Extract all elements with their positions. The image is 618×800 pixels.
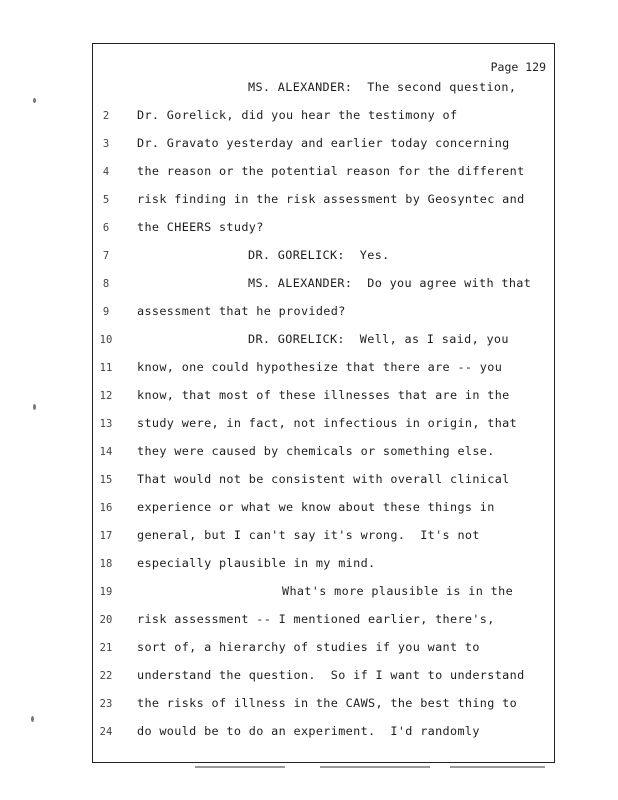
transcript-line [0,136,618,164]
line-text: What's more plausible is in the [282,584,514,598]
transcript-line [0,724,618,752]
line-text: do would be to do an experiment. I'd randomly [137,724,480,738]
line-text: DR. GORELICK: Yes. [248,248,390,262]
line-number: 12 [99,390,113,402]
transcript-line [0,416,618,444]
line-number: 8 [102,278,110,290]
transcript-line [0,108,618,136]
line-text: Dr. Gravato yesterday and earlier today concerning [137,136,510,150]
transcript-line [0,332,618,360]
line-number: 3 [102,138,110,150]
line-number: 18 [99,558,113,570]
transcript-line [0,276,618,304]
line-number: 10 [99,334,113,346]
scan-footer-mark [320,766,430,768]
line-text: especially plausible in my mind. [137,556,376,570]
line-text: general, but I can't say it's wrong. It's not [137,528,480,542]
line-text: experience or what we know about these things in [137,500,495,514]
transcript-line [0,528,618,556]
scan-speck [33,98,36,103]
line-number: 2 [102,110,110,122]
transcript-line [0,360,618,388]
transcript-line [0,696,618,724]
scan-footer-mark [450,766,545,768]
line-text: Dr. Gorelick, did you hear the testimony of [137,108,458,122]
transcript-line [0,164,618,192]
line-number: 23 [99,698,113,710]
line-number: 11 [99,362,113,374]
line-text: the risks of illness in the CAWS, the best thing to [137,696,518,710]
line-number: 24 [99,726,113,738]
transcript-line [0,388,618,416]
line-text: risk assessment -- I mentioned earlier, there's, [137,612,495,626]
line-number: 19 [99,586,113,598]
page-number: Page 129 [490,60,546,74]
line-number: 6 [102,222,110,234]
line-number: 4 [102,166,110,178]
line-text: know, one could hypothesize that there are -- you [137,360,503,374]
line-number: 21 [99,642,113,654]
transcript-line [0,640,618,668]
scan-speck [33,404,36,410]
transcript-line [0,220,618,248]
line-text: the reason or the potential reason for the different [137,164,525,178]
line-text: study were, in fact, not infectious in origin, that [137,416,518,430]
scan-speck [31,716,34,722]
line-number: 22 [99,670,113,682]
line-text: MS. ALEXANDER: Do you agree with that [248,276,532,290]
line-text: know, that most of these illnesses that are in the [137,388,510,402]
transcript-line [0,472,618,500]
line-text: the CHEERS study? [137,220,264,234]
line-text: assessment that he provided? [137,304,346,318]
transcript-line [0,444,618,472]
line-text: understand the question. So if I want to understand [137,668,525,682]
transcript-line [0,192,618,220]
line-text: sort of, a hierarchy of studies if you want to [137,640,480,654]
line-text: risk finding in the risk assessment by Geosyntec and [137,192,525,206]
transcript-line [0,556,618,584]
line-number: 17 [99,530,113,542]
transcript-line [0,668,618,696]
line-number: 5 [102,194,110,206]
line-number: 7 [102,250,110,262]
line-text: DR. GORELICK: Well, as I said, you [248,332,509,346]
scan-footer-mark [195,766,285,768]
transcript-line [0,612,618,640]
transcript-line [0,304,618,332]
transcript-line [0,584,618,612]
line-number: 9 [102,306,110,318]
line-text: That would not be consistent with overall clinical [137,472,510,486]
line-number: 16 [99,502,113,514]
transcript-line [0,500,618,528]
line-number: 20 [99,614,113,626]
line-text: MS. ALEXANDER: The second question, [248,80,517,94]
line-text: they were caused by chemicals or something else. [137,444,495,458]
line-number: 14 [99,446,113,458]
line-number: 15 [99,474,113,486]
transcript-line [0,80,618,108]
transcript-line [0,248,618,276]
line-number: 13 [99,418,113,430]
